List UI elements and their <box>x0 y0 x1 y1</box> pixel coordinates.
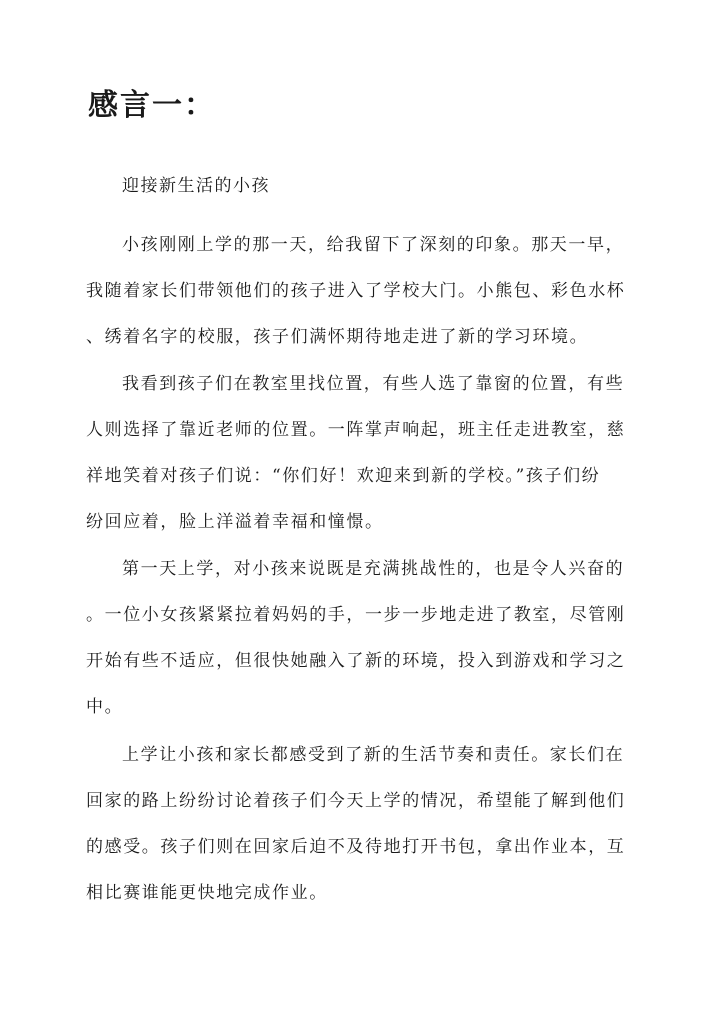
paragraph-line: 祥地笑着对孩子们说：“你们好！欢迎来到新的学校。”孩子们纷 <box>86 466 601 486</box>
paragraph-line: 的感受。孩子们则在回家后迫不及待地打开书包，拿出作业本，互 <box>86 837 626 857</box>
paragraph-line: 小孩刚刚上学的那一天，给我留下了深刻的印象。那天一早， <box>122 235 625 255</box>
paragraph-line: 开始有些不适应，但很快她融入了新的环境，投入到游戏和学习之 <box>86 651 626 671</box>
paragraph-2 <box>86 361 634 545</box>
paragraph-3 <box>86 546 634 730</box>
paragraph-line: 、绣着名字的校服，孩子们满怀期待地走进了新的学习环境。 <box>86 327 589 347</box>
paragraph-line: 我随着家长们带领他们的孩子进入了学校大门。小熊包、彩色水杯 <box>86 281 626 301</box>
paragraph-line: 回家的路上纷纷讨论着孩子们今天上学的情况，希望能了解到他们 <box>86 791 626 811</box>
paragraph-line: 中。 <box>86 697 124 717</box>
paragraph-line: 人则选择了靠近老师的位置。一阵掌声响起，班主任走进教室，慈 <box>86 420 626 440</box>
paragraph-1 <box>86 222 634 360</box>
paragraph-line: 。一位小女孩紧紧拉着妈妈的手，一步一步地走进了教室，尽管刚 <box>86 605 626 625</box>
paragraph-line: 相比赛谁能更快地完成作业。 <box>86 883 328 903</box>
page-title: 感言一： <box>88 88 216 123</box>
paragraph-line: 上学让小孩和家长都感受到了新的生活节奏和责任。家长们在 <box>122 745 625 765</box>
paragraph-line: 我看到孩子们在教室里找位置，有些人选了靠窗的位置，有些 <box>122 374 625 394</box>
essay-title: 迎接新生活的小孩 <box>122 176 270 196</box>
paragraph-4 <box>86 732 634 916</box>
paragraph-line: 纷回应着，脸上洋溢着幸福和憧憬。 <box>86 512 384 532</box>
paragraph-line: 第一天上学，对小孩来说既是充满挑战性的，也是令人兴奋的 <box>122 559 625 579</box>
